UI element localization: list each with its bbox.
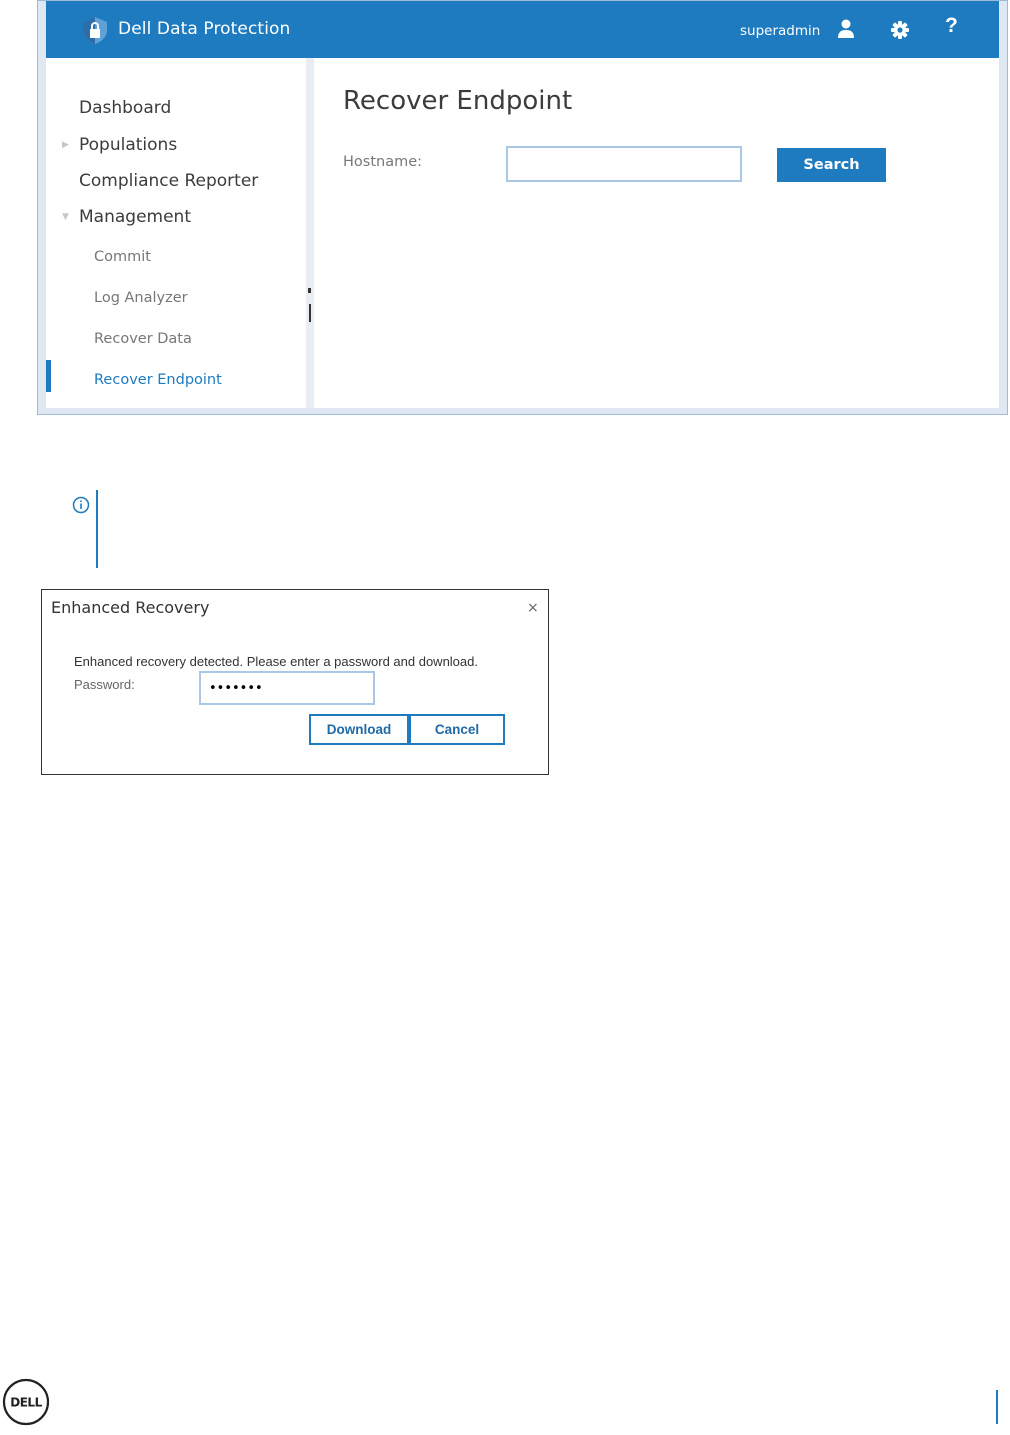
sidebar-item-compliance-reporter[interactable]: Compliance Reporter bbox=[79, 171, 259, 191]
sidebar-item-recover-data[interactable]: Recover Data bbox=[94, 331, 192, 347]
sidebar-item-populations[interactable]: Populations bbox=[79, 135, 178, 155]
collapse-handle-icon[interactable] bbox=[308, 288, 311, 293]
download-button[interactable]: Download bbox=[309, 714, 409, 745]
password-label: Password: bbox=[74, 677, 135, 692]
cancel-button[interactable]: Cancel bbox=[409, 714, 505, 745]
note-divider bbox=[96, 490, 98, 568]
main-content bbox=[314, 58, 999, 408]
search-button[interactable]: Search bbox=[777, 148, 886, 182]
sidebar bbox=[46, 58, 306, 408]
app-window bbox=[37, 0, 1008, 415]
pane-splitter[interactable] bbox=[306, 58, 314, 408]
sidebar-item-log-analyzer[interactable]: Log Analyzer bbox=[94, 290, 188, 306]
resize-handle[interactable] bbox=[309, 304, 311, 322]
hostname-label: Hostname: bbox=[343, 154, 423, 170]
user-name[interactable]: superadmin bbox=[740, 23, 821, 39]
page-number-rule bbox=[996, 1390, 998, 1424]
sidebar-item-recover-endpoint[interactable]: Recover Endpoint bbox=[94, 372, 222, 388]
sidebar-item-commit[interactable]: Commit bbox=[94, 249, 151, 265]
sidebar-item-dashboard[interactable]: Dashboard bbox=[79, 98, 172, 118]
info-icon bbox=[72, 496, 90, 514]
enhanced-recovery-dialog bbox=[41, 589, 549, 775]
password-input[interactable] bbox=[199, 671, 375, 705]
active-indicator bbox=[46, 360, 51, 392]
svg-text:DELL: DELL bbox=[10, 1395, 42, 1410]
app-header bbox=[46, 1, 999, 58]
hostname-input[interactable] bbox=[506, 146, 742, 182]
dell-logo-icon bbox=[2, 1378, 50, 1426]
page-title: Recover Endpoint bbox=[343, 86, 573, 116]
close-icon[interactable]: × bbox=[527, 600, 539, 616]
dialog-title: Enhanced Recovery bbox=[51, 598, 210, 617]
shield-lock-icon bbox=[80, 15, 110, 45]
sidebar-item-management[interactable]: Management bbox=[79, 207, 191, 227]
dialog-message: Enhanced recovery detected. Please enter a password and download. bbox=[74, 654, 478, 669]
expand-arrow-icon[interactable]: ▶ bbox=[62, 140, 69, 150]
help-icon[interactable]: ? bbox=[945, 14, 958, 37]
gear-icon[interactable] bbox=[890, 20, 910, 40]
collapse-arrow-icon[interactable]: ▼ bbox=[62, 212, 69, 222]
user-icon[interactable] bbox=[837, 19, 855, 39]
app-title: Dell Data Protection bbox=[118, 19, 291, 39]
